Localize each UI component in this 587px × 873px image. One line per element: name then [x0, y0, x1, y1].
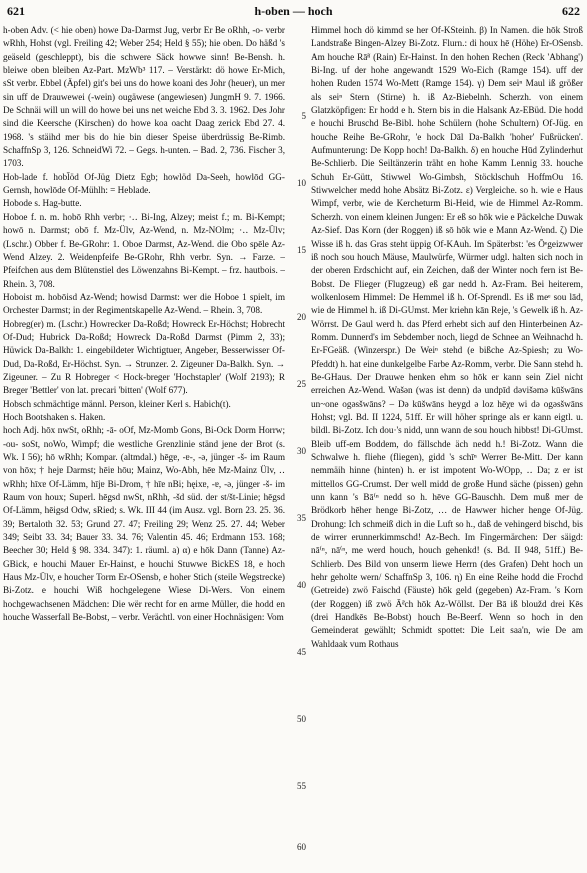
entry-hobreger: Hobreg(er) m. (Lschr.) Howrecker Da-Roßd; Howreck Er-Höchst; Hobrecht Of-Dud; Hubrick Da-Roßd; Howreck Da-Roßd Darmst (Pimm 2, 33); Hüwick Da-Balkh: 1. eingebildeter Wichtigtuer, Angeber, Besserwisser Of-Dud, Da-Roßd, Er-Höchst. Syn. → Strunzer. 2. Zigeuner Da-Balkh. Syn. → Zigeuner. – Zu R Hobreger < Hock-breger 'Hochstapler' (Wolf 2193); R Breger 'Bettler' von lat. precari 'bitten' (Wolf 677).	[3, 318, 285, 396]
line-number: 10	[297, 178, 306, 188]
entry-hobsch: Hobsch schmächtige männl. Person, kleiner Kerl s. Habich(t).	[3, 398, 231, 409]
entry-h-oben: h-oben Adv. (< hie oben) howe Da-Darmst Jug, verbr Er Be oRhh, -o- verbr wRhh, Hohst (vgl. Freiling 42; Weber 254; Held § 55); hie oben. Do häßd 's geäseld (geschleppt), bis die schwere Säck howwe sinn! Be-Bensh. h. bleiwe oben bleiben Az-Part. MzWb³ 117. – Verstärkt: dö howe Er-Mich, sSt verbr. Ebbel (Äpfel) git's bei uns do howe koani des Johr (heuer), un mer sin uff de Drauwewei (-wein) ougäwese (angewiesen) JungmH 9. 7. 1966. De Schnäi will un will do howe bei uns net weiche Ebd 3. 3. 1962. Des Johr sind die Keersche (Kirschen) do howe koa oacht Daag zerick Ebd 27. 4. 1968. 's stäihd mer bis do hie bin dieser Speise überdrüssig Be-Rimb. SchaffnSp 3, 126. SchneidWi 72. – Gegs. h-unten. – Bad. 2, 736. Fischer 3, 1703.	[3, 25, 285, 169]
running-header	[5, 4, 582, 20]
entry-hoch-continued: Himmel hoch dö kimmd se her Of-KSteinh. β) In Namen. die hōk Stroß Landstraße Bingen-Alzey Bi-Zotz. Flurn.: di houx hē (Höhe) Er-OSensb. Am houche Rā̃ⁿ (Rain) Er-Hainst. In den hohen Rechen (Reck 'Abhang') Bi-Ing. uf der hohe angewandt 1529 Wo-Eich (Ramge 154). uff der hohen Ruden 1574 Wo-Mett (Ramge 154). γ) Dem seiⁿ Maul iß größer als seiⁿ Stern (Stirne) h. iß Az-Biebelnh. Scherzh. von einem Glatzköpfigen: Er hodd e h. Stern bis in die Halsank Az-EBüd. Die hodd e houchi Bruschd Be-Bibl. hohe Schülern (hohe Schultern) Of-Jüg. en houche Reihe Be-GRohr, 'e hock Dāl Da-Balkh 'hoher' Fußrücken'. Aufmunterung: De Kopp hoch! Da-Balkh. δ) en houche Hūd Zylinderhut Be-Schlierb. Die Seiltänzerin träht en hohe Kamm Lennig 33. houche Schuh Er-Gütt, Stiwwel Wo-Gimbsh, Stöcklschuh HoffmOu 16. Stiwwelcher medd hohe Absätz Bi-Zotz. ε) Vergleiche. so h. wie e Haus Wimpf, verbr, wie de Kercheturm Bi-Heid, wie de Himmel Az-Romm. Scherzh. von einem kleinen Jungen: Er eß so hōk wie e Päckelche Duwak Az-Sief. Das Korn (der Roggen) iß sō hōk wie e Mann Az-Wend. ζ) Die Wisse iß h. das Gras steht üppig Of-KAuh. Im Späterbst: 'es Ōᵉgeizwwer iß noch sou houch Mäuse, Maulwürfe, Würmer udgl. halten sich noch in der oberen Erdschicht auf, ein Zeichen, daß der Winter noch fern ist Be-Bobst. De Flieger (Flugzeug) eß gar nedd h. Az-Fram. Bei heiterem, wolkenlosem Himmel: De Hemmel iß h. Of-Sprendl. Es iß meᵉ sou lād, wie de Himmel h. iß Di-GUmst. Mer kriehn kān Reje, 's Gewelk iß h. Az-Wörrst. De Gaul werd h. das Pferd erhebt sich auf den Hinterbeinen Az-Romm. Dunnerd's im Sebdember noch, liegd de Schnee an Weihnachd h. Er-FGeäß. (Winzerspr.) De Weiⁿ stehd (e bißche Az-Spiesh; zu Wo-Pfeddt) h. hat eine dunkelgelbe Farbe Az-Romm, verbr. Die Sann stehd h. Be-GHaus. Der Drauwe henken ehm so hōk er kann sein Ziel nicht erreichen Az-Wend. Wašən (was ist denn) də undpīd dəvišəmə kūšwāns un~one ogəsšwāns? – Də kūšwāns heygd ə loz hēχɐ wi də ogəsšwāns Hohst; vgl. Bd. II 1224, 51ff. Er will höher springe als er kann eigtl. u. bildl. Bi-Zotz. Ich dou·'s nidd, unn wann de sou houch hibbst! Di-GUmst. Bleib uff-em Boddem, do fällschde äch nedd h.! Bi-Zotz. Wann die Schwalwe h. fliehe (fliegen), gidd 's schīⁿ Werrer Be-Mitt. Der kann nemmäih hinne (hinten) h. er ist impotent Wo-WOpp, ‥ Da; z er ist mittellos GG-Crumst. Der well midd de große Hund säche (pissen) gehn unn kann 's Bā⁽ⁿ nedd so h. hēve GG-Bauschh. Dem muß mer de Brödkorb hēher henge Bi-Zotz, … de Hawwer hicher henge Of-Jüg. Drohung: Ich schmeiß dich in die Luft so h., daß de vehingerd bischd, bis de wirrer erunnerkimmschd! Az-Bech. Im Fingermärchen: Der säigd: nā⁽ⁿ, nā⁽ⁿ, me werd houch, houch gehenkd! (s. Bd. II 948, 51ff.) Be-Schlierb. Des Bild von unserm liewe Herrn (des Grafen) Deht hoch un hehr geholte wern/ SchaffnSp 3, 106. η) En eine Reihe hodd die Frochd (Getreide) zwö Faischd (Fäuste) hōk geld (gegeben) Az-Fram. 's Korn (der Roggen) iß zwö Ā̃ᵉch hōk Az-Wöllst. Der Bā iß bloužd drei Kēs (drei Handkēs Be-Bobst) houch Be-Beerf. Wenn so hoch in den Gemeinderat gewählt; Schmidt spottet: Die Leit saa'n, wie De am Wahldaak vum Rothaus	[311, 25, 583, 649]
line-number: 20	[297, 312, 306, 322]
running-title: h-oben — hoch	[254, 4, 333, 18]
entry-hoch-noun: Hoch Bootshaken s. Haken.	[3, 411, 106, 422]
line-number: 45	[297, 647, 306, 657]
line-number: 5	[301, 111, 306, 121]
line-number: 60	[297, 842, 306, 852]
left-column	[3, 24, 285, 866]
line-number: 55	[297, 781, 306, 791]
entry-hobode: Hobode s. Hag-butte.	[3, 198, 82, 209]
entry-hoch-adj: hoch Adj. hōx nwSt, oRhh; -ā- oOf, Mz-Momb Gons, Bi-Ock Dorm Horrw; -ou- soSt, noWo, Wimpf; die westliche Grenzlinie ständ jene der Brot (s. Wk. I 56); hō wRhh; Kompar. (altmdal.) hēgɐ, -ɐ-, -ə, jünger -š- im Raum von hōx; † hejɐ Darmst; hēiɐ hōu; Mainz, Wo-Abh, hēɐ Mz-Mainz Ülv, ‥ wRhh; hīxɐ Of-Lämm, hījɐ Bi-Drom, † hīɐ nBi; hęixɐ, -ɐ, -ə, jünger -š- im Raum von houx; Superl. hēgsd nwSt, nRhh, -šd süd. der st/št-Linie; hēgsd Of-Lämm, hēigsd Odw, sRied; s. Wk. III 44 (im Ausz. vgl. Born 23. 25. 36. 39; Bertaloth 32. 53; Grund 27. 47; Freiling 29; Wenz 25. 27. 44; Weber 349; Seibt 33. 34; Bauer 33. 34. 76; Valentin 45. 46; Erdmann 153. 168; Beecher 30; Held § 98. 334. 347): 1. räuml. a) α) e hōk Dann (Tanne) Az-GBick, e houchi Mauer Er-Hainst, e houchi Stuwwe BickES 18, e hoch Haus Mz-Ülv, e houcher Torm Er-OSensb, e hoher Stich (steile Wegstrecke) Bi-Zotz. e houchi Wiß hochgelegene Wiese Di-Wers. Von einem hochgewachsenen Mädchen: Die wër recht for en arme Müller, die hodd en houche Wasserfall Be-Bobst, – verbr. Verächtl. von einer Hochnäsigen: Vom	[3, 425, 285, 623]
entry-hob-lade: Hob-lade f. hobl̄öd Of-Jüg Dietz Egb; howlöd Da-Seeh, howlōd GG-Gernsh, howlōde Of-Mühlh: = Heblade.	[3, 171, 285, 196]
line-number: 25	[297, 379, 306, 389]
right-column	[311, 24, 583, 866]
line-number: 40	[297, 580, 306, 590]
entry-hoboe: Hoboe f. n. m. hobō Rhh verbr; ·‥ Bi-Ing, Alzey; meist f.; m. Bi-Kempt; howō n. Darmst; obō f. Mz-Ülv, Az-Wend, n. Mz-NOlm; ·‥ Mz-Ülv; (Lschr.) Obber f. Be-GRohr: 1. Oboe Darmst, Az-Wend. die Obo spēle Az-Wend Alzey. 2. Weidenpfeife Be-GRohr, Rhh verbr. Syn. → Farze. – Pfeifchen aus dem Blütenstiel des Löwenzahns Bi-Kempt. – frz. hautbois. – Rhein. 3, 708.	[3, 211, 285, 289]
entry-hoboist: Hoboist m. hobōisd Az-Wend; howisd Darmst: wer die Hoboe 1 spielt, im Orchester Darmst; in der Regimentskapelle Az-Wend. – Rhein. 3, 708.	[3, 291, 285, 316]
line-number: 50	[297, 714, 306, 724]
page-number-right: 622	[562, 4, 580, 18]
line-number-gutter	[288, 24, 308, 866]
line-number: 15	[297, 245, 306, 255]
page-number-left: 621	[7, 4, 25, 18]
line-number: 30	[297, 446, 306, 456]
line-number: 35	[297, 513, 306, 523]
